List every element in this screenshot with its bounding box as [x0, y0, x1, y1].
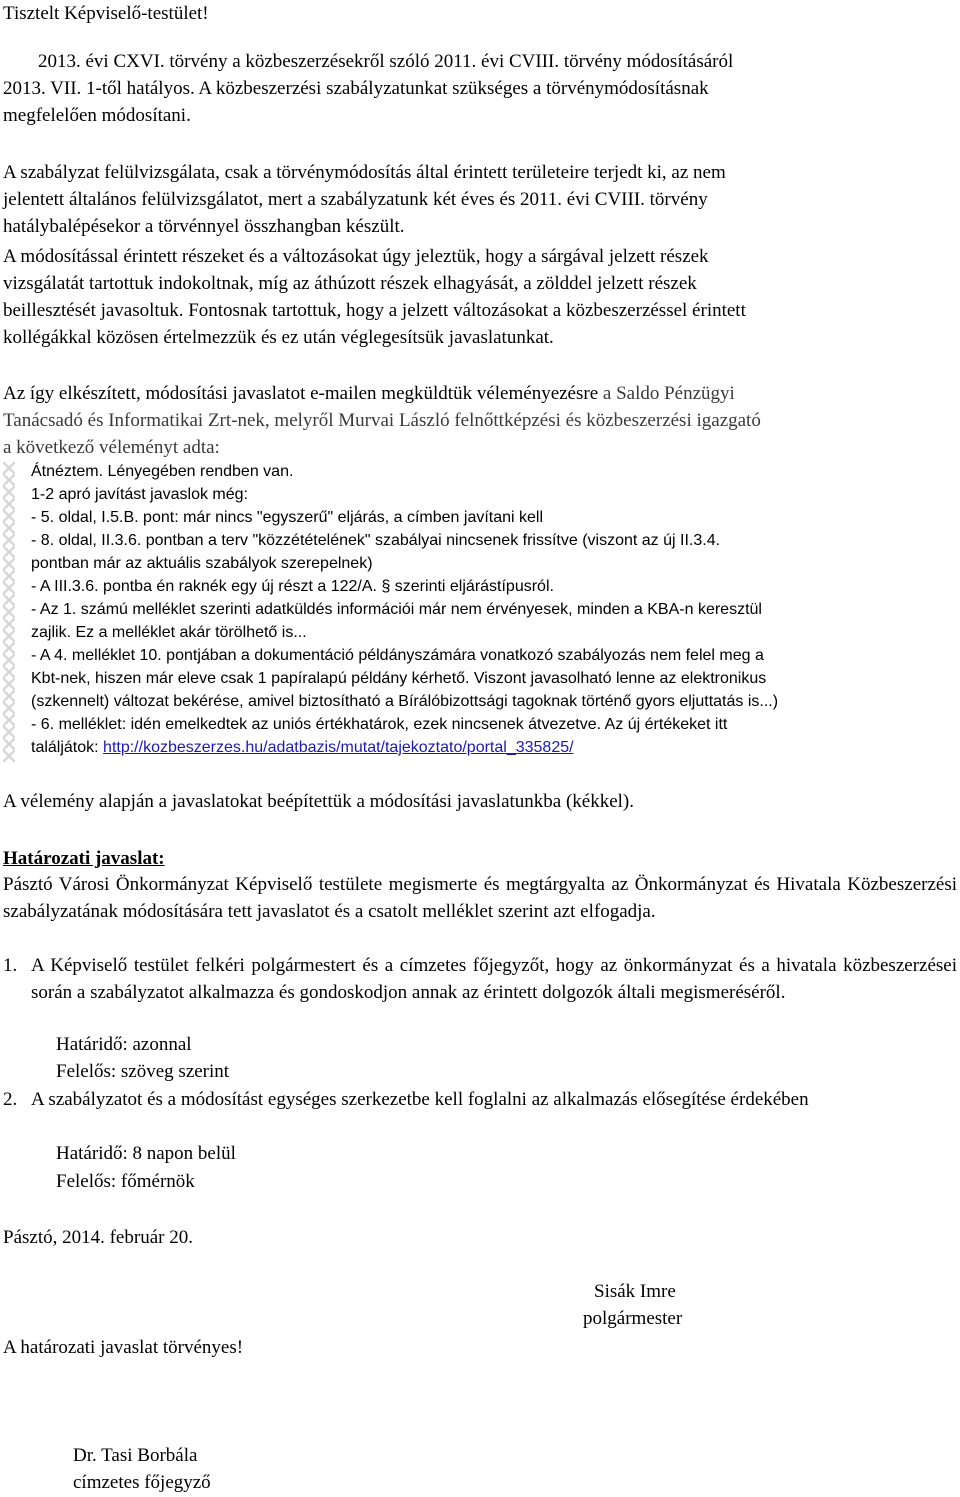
marking-line-3: beillesztését javasoltuk. Fontosnak tartottuk, hogy a jelzett változásokat a közbeszerzéssel érintett	[3, 300, 746, 321]
opinion-line-10: Kbt-nek, hiszen már eleve csak 1 papíralapú példány kérhető. Viszont javasolható lenne az elektronikus	[31, 670, 767, 687]
opinion-line-7: - Az 1. számú melléklet szerinti adatküldés információi már nem érvényesek, minden a KBA-n keresztül	[31, 601, 762, 618]
marking-line-1: A módosítással érintett részeket és a változásokat úgy jeleztük, hogy a sárgával jelzett részek	[3, 246, 709, 267]
email-line-1	[3, 380, 735, 407]
quoted-opinion	[0, 460, 960, 765]
intro-line-1: 2013. évi CXVI. törvény a közbeszerzésekről szóló 2011. évi CVIII. törvény módosításáról	[38, 51, 734, 72]
item-1-deadline: Határidő: azonnal	[56, 1034, 192, 1055]
notary-name: Dr. Tasi Borbála	[73, 1445, 198, 1466]
email-line-1a: Az így elkészített, módosítási javaslatot e-mailen megküldtük véleményezésre	[3, 383, 599, 404]
conclusion: A vélemény alapján a javaslatokat beépítettük a módosítási javaslatunkba (kékkel).	[3, 791, 635, 812]
opinion-line-6: - A III.3.6. pontba én raknék egy új részt a 122/A. § szerinti eljárástípusról.	[31, 578, 554, 595]
opinion-line-8: zajlik. Ez a melléklet akár törölhető is...	[31, 624, 307, 641]
portal-link[interactable]: http://kozbeszerzes.hu/adatbazis/mutat/tajekoztato/portal_335825/	[103, 739, 574, 756]
intro-line-3: megfelelően módosítani.	[3, 105, 191, 126]
mayor-title: polgármester	[583, 1308, 683, 1329]
item-2-text: A szabályzatot és a módosítást egységes szerkezetbe kell foglalni az alkalmazás elősegítése érdekében	[31, 1089, 809, 1110]
item-1-text: A Képviselő testület felkéri polgármestert és a címzetes főjegyzőt, hogy az önkormányzat és a hivatala közbeszerzései során a szabályzatot alkalmazza és gondoskodjon annak az érintett dolgozók általi megismeréséről.	[31, 955, 957, 1003]
item-1-number: 1.	[3, 955, 18, 976]
item-1-responsible: Felelős: szöveg szerint	[56, 1061, 230, 1082]
opinion-line-12: - 6. melléklet: idén emelkedtek az uniós értékhatárok, ezek nincsenek átvezetve. Az új értékeket itt	[31, 716, 728, 733]
legal-note: A határozati javaslat törvényes!	[3, 1337, 244, 1358]
email-line-1b: a Saldo Pénzügyi	[598, 383, 735, 404]
email-line-3: a következő véleményt adta:	[3, 437, 220, 458]
opinion-line-9: - A 4. melléklet 10. pontjában a dokumentáció példányszámára vonatkozó szabályozás nem felel meg a	[31, 647, 764, 664]
mayor-name: Sisák Imre	[594, 1281, 676, 1302]
resolution-heading: Határozati javaslat:	[3, 848, 165, 869]
opinion-line-5: pontban már az aktuális szabályok szerepelnek)	[31, 555, 373, 572]
opinion-line-3: - 5. oldal, I.5.B. pont: már nincs "egyszerű" eljárás, a címben javítani kell	[31, 509, 544, 526]
opinion-line-1: Átnéztem. Lényegében rendben van.	[31, 463, 294, 480]
date-line: Pásztó, 2014. február 20.	[3, 1227, 193, 1248]
notary-title: címzetes főjegyző	[73, 1472, 211, 1493]
opinion-line-4: - 8. oldal, II.3.6. pontban a terv "közzétételének" szabályai nincsenek frissítve (viszont az új II.3.4.	[31, 532, 721, 549]
review-line-2: jelentett általános felülvizsgálatot, mert a szabályzatunk két éves és 2011. évi CVIII. törvény	[3, 189, 708, 210]
review-line-3: hatálybalépésekor a törvénnyel összhangban készült.	[3, 216, 405, 237]
marking-line-4: kollégákkal közösen értelmezzük és ez után véglegesítsük javaslatunkat.	[3, 327, 554, 348]
quote-marker	[3, 462, 25, 762]
review-line-1: A szabályzat felülvizsgálata, csak a törvénymódosítás által érintett területeire terjedt ki, az nem	[3, 162, 726, 183]
email-line-2: Tanácsadó és Informatikai Zrt-nek, melyről Murvai László felnőttképzési és közbeszerzési igazgató	[3, 410, 761, 431]
item-2-number: 2.	[3, 1089, 18, 1110]
item-2-responsible: Felelős: főmérnök	[56, 1171, 195, 1192]
item-2-deadline: Határidő: 8 napon belül	[56, 1143, 236, 1164]
opinion-line-2: 1-2 apró javítást javaslok még:	[31, 486, 248, 503]
intro-line-2: 2013. VII. 1-től hatályos. A közbeszerzési szabályzatunkat szükséges a törvénymódosításnak	[3, 78, 709, 99]
resolution-body: Pásztó Városi Önkormányzat Képviselő testülete megismerte és megtárgyalta az Önkormányzat és Hivatala Közbeszerzési szabályzatának módosítására tett javaslatot és a csatolt melléklet szerint azt elfogadja.	[3, 874, 957, 922]
opinion-line-13-label: találjátok:	[31, 739, 104, 756]
marking-line-2: vizsgálatát tartottuk indokoltnak, míg az áthúzott részek elhagyását, a zölddel jelzett részek	[3, 273, 697, 294]
greeting: Tisztelt Képviselő-testület!	[3, 3, 209, 24]
opinion-line-11: (szkennelt) változat bekérése, amivel biztosítható a Bírálóbizottsági tagoknak történő gyors eljuttatás is...)	[31, 693, 779, 710]
opinion-line-13	[31, 738, 574, 758]
